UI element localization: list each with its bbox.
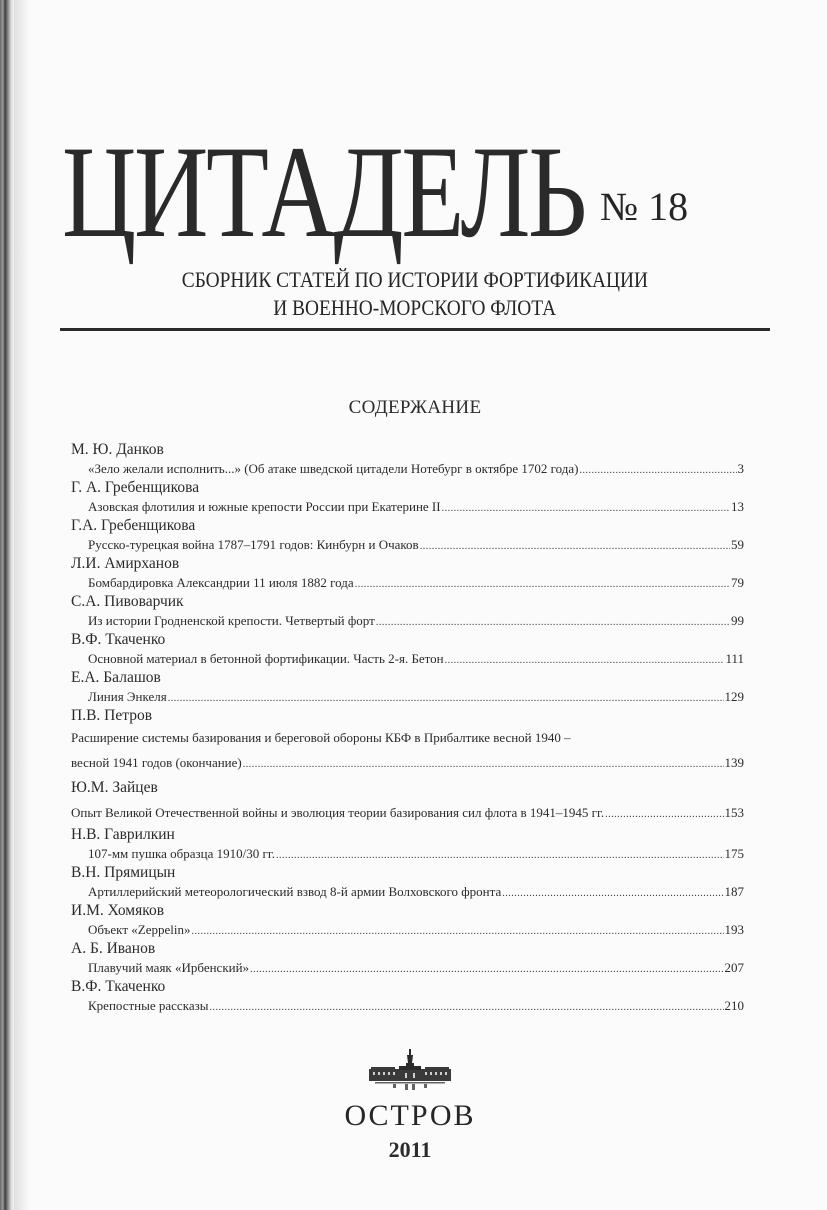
toc-title: Основной материал в бетонной фортификации. Часть 2-я. Бетон [88, 651, 444, 666]
toc-page-number: 13 [731, 499, 744, 514]
toc-title-line [71, 750, 744, 775]
dot-leader [579, 461, 736, 480]
toc-author: В.Ф. Ткаченко [71, 631, 166, 648]
page-binding-shadow [14, 0, 30, 1210]
dot-leader [442, 499, 730, 518]
toc-page-number: 153 [724, 805, 744, 820]
toc-title-line [71, 687, 744, 706]
toc-page-number: 193 [724, 922, 744, 937]
toc-entry [71, 775, 744, 825]
toc-page-number: 99 [731, 613, 744, 628]
toc-page-number: 175 [724, 846, 744, 861]
dot-leader [243, 752, 724, 777]
toc-title-line [71, 497, 744, 516]
toc-title: Из истории Гродненской крепости. Четвертый форт [88, 613, 375, 628]
toc-entry [71, 478, 744, 516]
toc-title: Плавучий маяк «Ирбенский» [88, 960, 250, 975]
dot-leader [376, 613, 730, 632]
dot-leader [445, 651, 725, 670]
toc-entry [71, 706, 744, 775]
toc-title: «Зело желали исполнить...» (Об атаке шведской цитадели Нотебург в октябре 1702 года) [88, 461, 579, 476]
toc-page-number: 3 [737, 461, 744, 476]
dot-leader [191, 922, 723, 941]
toc-title-line [71, 800, 744, 825]
toc-title-line [71, 958, 744, 977]
toc-title: 107-мм пушка образца 1910/30 гг. [88, 846, 275, 861]
toc-title-line [71, 535, 744, 554]
toc-author: Ю.М. Зайцев [71, 779, 158, 796]
toc-title-line [71, 649, 744, 668]
page-binding-edge [0, 0, 14, 1210]
toc-title-line [71, 611, 744, 630]
dot-leader [355, 575, 730, 594]
toc-entry [71, 554, 744, 592]
toc-page-number: 59 [731, 537, 744, 552]
contents-heading: СОДЕРЖАНИЕ [348, 397, 482, 418]
toc-entry [71, 516, 744, 554]
toc-title: Артиллерийский метеорологический взвод 8-й армии Волховского фронта [88, 884, 502, 899]
toc-author: В.Н. Прямицын [71, 864, 176, 881]
toc-title-line [71, 573, 744, 592]
dot-leader [420, 537, 730, 556]
toc-author: В.Ф. Ткаченко [71, 978, 166, 995]
toc-author: П.В. Петров [71, 707, 153, 724]
subtitle-text-2: И ВОЕННО-МОРСКОГО ФЛОТА [273, 295, 557, 320]
toc-title-line [71, 459, 744, 478]
toc-page-number: 207 [724, 960, 744, 975]
toc-entry [71, 863, 744, 901]
publication-year: 2011 [388, 1137, 432, 1162]
toc-author: Г.А. Гребенщикова [71, 517, 196, 534]
toc-entry [71, 825, 744, 863]
toc-entry [71, 939, 744, 977]
toc-title-line [71, 882, 744, 901]
toc-author: Г. А. Гребенщикова [71, 479, 200, 496]
toc-page-number: 111 [725, 651, 744, 666]
toc-page-number: 187 [724, 884, 744, 899]
toc-title: Опыт Великой Отечественной войны и эволюция теории базирования сил флота в 1941–1945 гг. [71, 805, 605, 820]
issue-number: № 18 [600, 184, 689, 229]
toc-entry [71, 668, 744, 706]
dot-leader [502, 884, 723, 903]
toc-title: Крепостные рассказы [88, 998, 209, 1013]
toc-title-line [71, 725, 744, 750]
toc-title: Русско-турецкая война 1787–1791 годов: Кинбурн и Очаков [88, 537, 419, 552]
journal-subtitle-line-2 [60, 294, 770, 322]
toc-entry [71, 977, 744, 1015]
toc-title: Линия Энкеля [88, 689, 167, 704]
toc-entry [71, 592, 744, 630]
toc-author: С.А. Пивоварчик [71, 593, 184, 610]
table-of-contents [71, 440, 744, 1015]
toc-page-number: 210 [724, 998, 744, 1013]
toc-title-line [71, 844, 744, 863]
dot-leader [209, 998, 723, 1017]
palace-building-icon [369, 1049, 451, 1091]
journal-title: ЦИТАДЕЛЬ [62, 118, 585, 265]
publisher-name: ОСТРОВ [344, 1099, 476, 1132]
toc-author: И.М. Хомяков [71, 902, 165, 919]
toc-title: Бомбардировка Александрии 11 июля 1882 года [88, 575, 354, 590]
toc-page-number: 79 [731, 575, 744, 590]
toc-entry [71, 901, 744, 939]
dot-leader [605, 802, 723, 827]
toc-author: Н.В. Гаврилкин [71, 826, 175, 843]
toc-author: М. Ю. Данков [71, 441, 164, 458]
toc-author: А. Б. Иванов [71, 940, 156, 957]
toc-page-number: 139 [724, 755, 744, 770]
toc-page-number: 129 [724, 689, 744, 704]
toc-author: Е.А. Балашов [71, 669, 161, 686]
toc-entry [71, 630, 744, 668]
toc-author: Л.И. Амирханов [71, 555, 180, 572]
subtitle-text-1: СБОРНИК СТАТЕЙ ПО ИСТОРИИ ФОРТИФИКАЦИИ [181, 267, 649, 292]
toc-title: Азовская флотилия и южные крепости России при Екатерине II [88, 499, 441, 514]
toc-title: весной 1941 годов (окончание) [71, 755, 242, 770]
dot-leader [168, 689, 724, 708]
journal-subtitle-line-1 [60, 266, 770, 294]
dot-leader [250, 960, 723, 979]
dot-leader [276, 846, 724, 865]
toc-title-first-line: Расширение системы базирования и береговой обороны КБФ в Прибалтике весной 1940 – [71, 730, 571, 745]
toc-title-line [71, 996, 744, 1015]
toc-title: Объект «Zeppelin» [88, 922, 191, 937]
toc-entry [71, 440, 744, 478]
toc-title-line [71, 920, 744, 939]
header-divider [60, 328, 770, 331]
